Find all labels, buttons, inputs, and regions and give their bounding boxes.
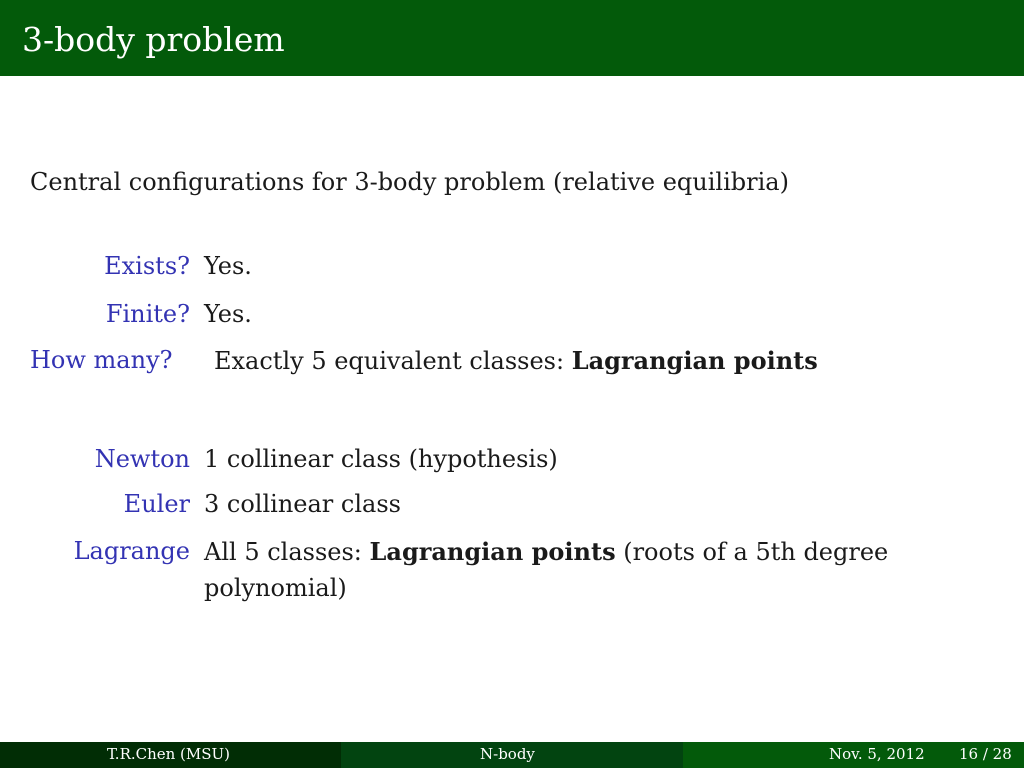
history-name: Lagrange (73, 537, 190, 565)
footer-right-segment (683, 742, 1024, 768)
history-name: Euler (123, 490, 190, 518)
question-answer: Yes. (204, 300, 252, 328)
question-label: Finite? (105, 300, 190, 328)
footer-left-segment (0, 742, 341, 768)
history-text (204, 537, 888, 566)
question-label: Exists? (104, 252, 190, 280)
slide-title: 3-body problem (22, 20, 285, 59)
footer-date: Nov. 5, 2012 (829, 745, 925, 763)
history-text-bold: Lagrangian points (369, 537, 616, 566)
intro-text: Central configurations for 3-body problem (relative equilibria) (30, 168, 789, 196)
question-answer: Yes. (204, 252, 252, 280)
footer-middle-segment (341, 742, 683, 768)
history-text-pre: All 5 classes: (204, 538, 362, 566)
history-text-post: (roots of a 5th degree (623, 538, 889, 566)
footer-topic: N-body (480, 745, 535, 763)
history-text-line2: polynomial) (204, 574, 347, 602)
history-text: 1 collinear class (hypothesis) (204, 445, 558, 473)
footer-page-number: 16 / 28 (959, 745, 1012, 763)
question-answer (214, 346, 818, 375)
slide-title-bar (0, 0, 1024, 76)
answer-bold-text: Lagrangian points (571, 346, 818, 375)
slide-footer (0, 742, 1024, 768)
history-text: 3 collinear class (204, 490, 401, 518)
history-name: Newton (94, 445, 190, 473)
footer-institution: (MSU) (180, 745, 230, 763)
question-label: How many? (30, 346, 173, 374)
answer-text: Exactly 5 equivalent classes: (214, 347, 565, 375)
footer-author: T.R.Chen (107, 745, 176, 763)
